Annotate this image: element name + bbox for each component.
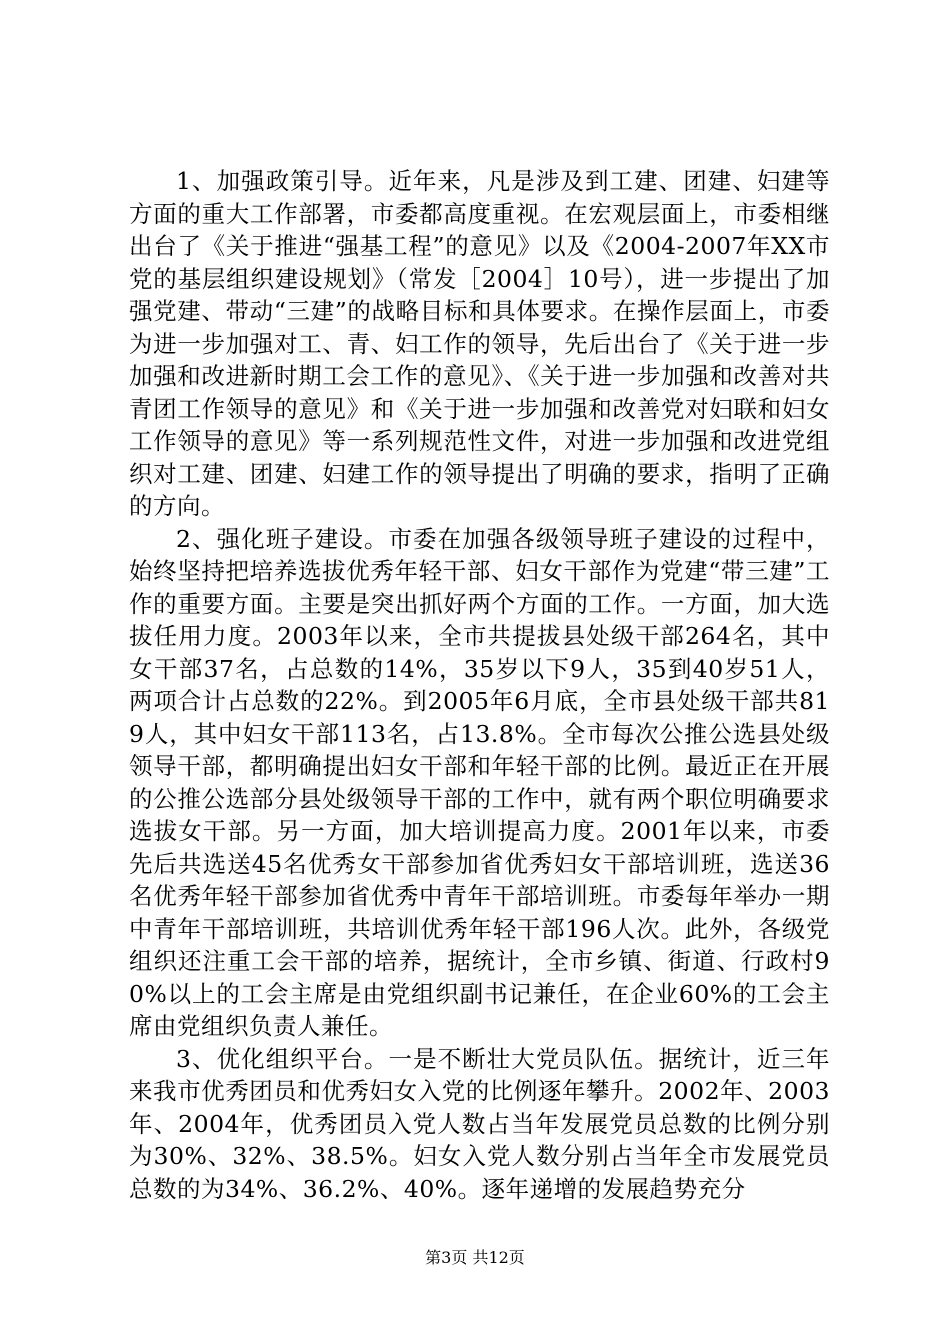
paragraph-optimize-organization-platform: 3、优化组织平台。一是不断壮大党员队伍。据统计，近三年来我市优秀团员和优秀妇女入党的比例逐年攀升。2002年、2003年、2004年，优秀团员入党人数占当年发展党员总数的比例分别为30%、32%、38.5%。妇女入党人数分别占当年全市发展党员总数的为34%、36.2%、40%。逐年递增的发展趋势充分 [129, 1044, 830, 1203]
paragraph-strengthen-team-building: 2、强化班子建设。市委在加强各级领导班子建设的过程中，始终坚持把培养选拔优秀年轻干部、妇女干部作为党建“带三建”工作的重要方面。主要是突出抓好两个方面的工作。一方面，加大选拔任用力度。2003年以来，全市共提拔县处级干部264名，其中女干部37名，占总数的14%，35岁以下9人，35到40岁51人，两项合计占总数的22%。到2005年6月底，全市县处级干部共819人，其中妇女干部113名，占13.8%。全市每次公推公选县处级领导干部，都明确提出妇女干部和年轻干部的比例。最近正在开展的公推公选部分县处级领导干部的工作中，就有两个职位明确要求选拔女干部。另一方面，加大培训提高力度。2001年以来，市委先后共选送45名优秀女干部参加省优秀妇女干部培训班，选送36名优秀年轻干部参加省优秀中青年干部培训班。市委每年举办一期中青年干部培训班，共培训优秀年轻干部196人次。此外，各级党组织还注重工会干部的培养，据统计，全市乡镇、街道、行政村90%以上的工会主席是由党组织副书记兼任，在企业60%的工会主席由党组织负责人兼任。 [129, 524, 830, 1040]
page-number-footer: 第3页 共12页 [425, 1248, 525, 1267]
document-body [129, 165, 830, 1205]
paragraph-strengthen-policy-guidance: 1、加强政策引导。近年来，凡是涉及到工建、团建、妇建等方面的重大工作部署，市委都高度重视。在宏观层面上，市委相继出台了《关于推进“强基工程”的意见》以及《2004-2007年XX市党的基层组织建设规划》（常发［2004］10号），进一步提出了加强党建、带动“三建”的战略目标和具体要求。在操作层面上，市委为进一步加强对工、青、妇工作的领导，先后出台了《关于进一步加强和改进新时期工会工作的意见》、《关于进一步加强和改善对共青团工作领导的意见》和《关于进一步加强和改善党对妇联和妇女工作领导的意见》等一系列规范性文件，对进一步加强和改进党组织对工建、团建、妇建工作的领导提出了明确的要求，指明了正确的方向。 [129, 167, 830, 520]
